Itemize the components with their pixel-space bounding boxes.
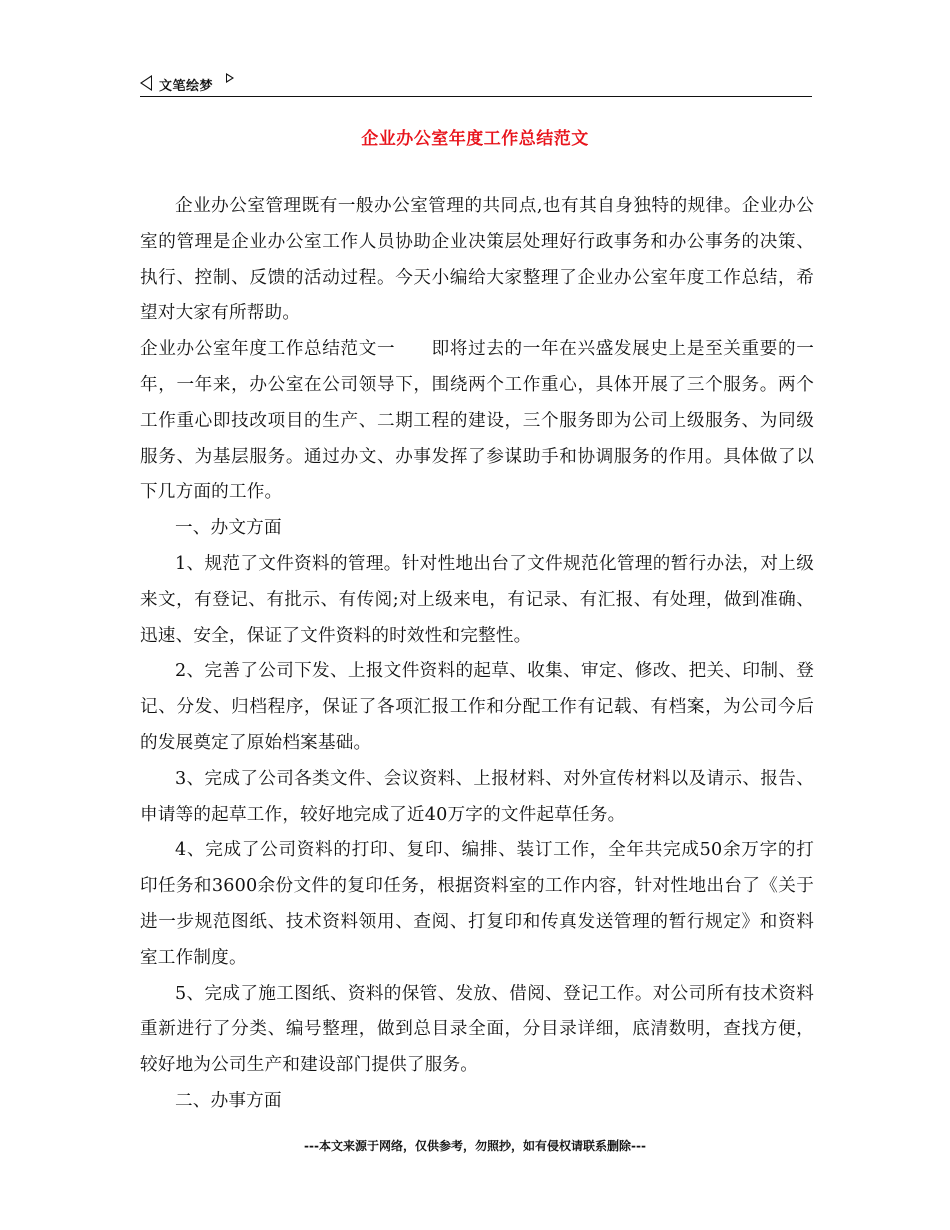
document-body	[140, 189, 814, 1120]
triangle-right-icon	[226, 73, 234, 83]
item-paragraph-4: 4、完成了公司资料的打印、复印、编排、装订工作，全年共完成50余万字的打印任务和3600余份文件的复印任务，根据资料室的工作内容，针对性地出台了《关于进一步规范图纸、技术资料领用、查阅、打复印和传真发送管理的暂行规定》和资料室工作制度。	[140, 840, 814, 968]
page-header	[140, 72, 812, 97]
page-footer: ---本文来源于网络，仅供参考，勿照抄，如有侵权请联系删除---	[304, 1139, 646, 1153]
document-title: 企业办公室年度工作总结范文	[361, 129, 589, 149]
section-heading-documents: 一、办文方面	[175, 518, 282, 539]
section-heading-affairs: 二、办事方面	[175, 1090, 282, 1111]
item-paragraph-5: 5、完成了施工图纸、资料的保管、发放、借阅、登记工作。对公司所有技术资料重新进行了分类、编号整理，做到总目录全面，分目录详细，底清数明，查找方便，较好地为公司生产和建设部门提供了服务。	[140, 983, 814, 1076]
header-brand: 文笔绘梦	[159, 79, 214, 94]
intro-paragraph: 企业办公室管理既有一般办公室管理的共同点,也有其自身独特的规律。企业办公室的管理是企业办公室工作人员协助企业决策层处理好行政事务和办公事务的决策、执行、控制、反馈的活动过程。今天小编给大家整理了企业办公室年度工作总结，希望对大家有所帮助。	[140, 196, 814, 324]
triangle-left-icon	[140, 75, 152, 91]
summary-one-paragraph: 企业办公室年度工作总结范文一 即将过去的一年在兴盛发展史上是至关重要的一年，一年来，办公室在公司领导下，围绕两个工作重心，具体开展了三个服务。两个工作重心即技改项目的生产、二期工程的建设，三个服务即为公司上级服务、为同级服务、为基层服务。通过办文、办事发挥了参谋助手和协调服务的作用。具体做了以下几方面的工作。	[140, 339, 814, 503]
item-paragraph-2: 2、完善了公司下发、上报文件资料的起草、收集、审定、修改、把关、印制、登记、分发、归档程序，保证了各项汇报工作和分配工作有记载、有档案，为公司今后的发展奠定了原始档案基础。	[140, 661, 814, 753]
item-paragraph-3: 3、完成了公司各类文件、会议资料、上报材料、对外宣传材料以及请示、报告、申请等的起草工作，较好地完成了近40万字的文件起草任务。	[140, 768, 814, 825]
item-paragraph-1: 1、规范了文件资料的管理。针对性地出台了文件规范化管理的暂行办法，对上级来文，有登记、有批示、有传阅;对上级来电，有记录、有汇报、有处理，做到准确、迅速、安全，保证了文件资料的时效性和完整性。	[140, 553, 814, 646]
